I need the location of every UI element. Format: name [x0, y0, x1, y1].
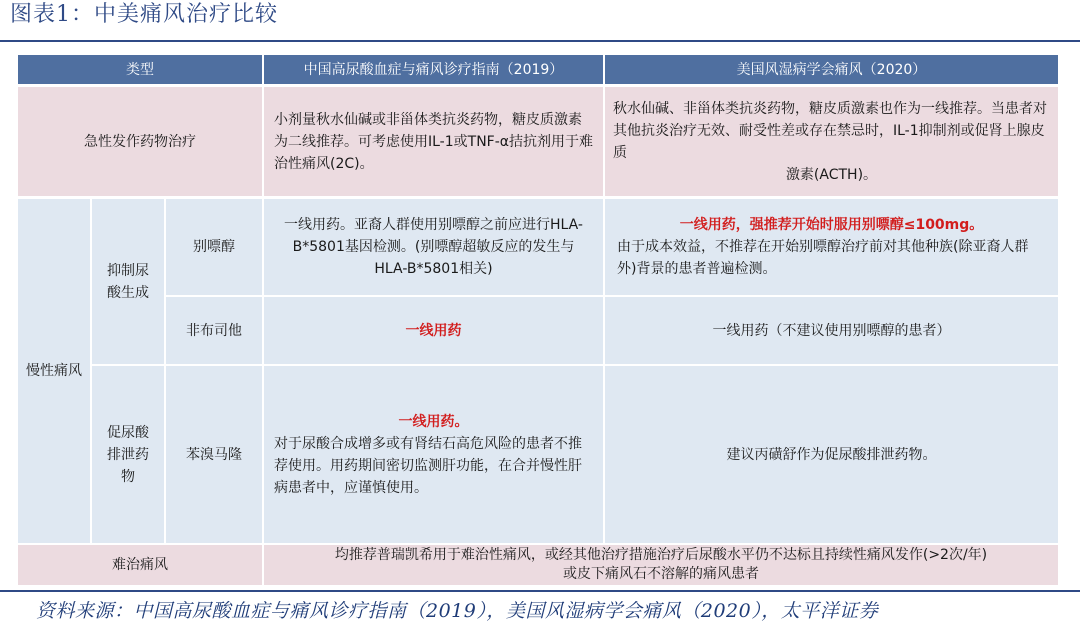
febuxostat-label: 非布司他 — [166, 297, 262, 364]
chronic-label: 慢性痛风 — [18, 199, 90, 543]
allopurinol-usa — [605, 199, 1058, 295]
acute-label: 急性发作药物治疗 — [18, 87, 262, 196]
acute-usa-line2: 激素(ACTH)。 — [785, 166, 878, 183]
febuxostat-usa: 一线用药（不建议使用别嘌醇的患者） — [605, 297, 1058, 364]
header-usa: 美国风湿病学会痛风（2020） — [605, 55, 1058, 84]
refractory-line1: 均推荐普瑞凯希用于难治性痛风，或经其他治疗措施治疗后尿酸水平仍不达标且持续性痛风发作(>2次/年) — [334, 547, 988, 563]
promote-label: 促尿酸排泄药物 — [92, 366, 164, 543]
refractory-label: 难治痛风 — [18, 545, 262, 585]
febuxostat-china: 一线用药 — [264, 297, 603, 364]
benzbromarone-label: 苯溴马隆 — [166, 366, 262, 543]
header-china: 中国高尿酸血症与痛风诊疗指南（2019） — [264, 55, 603, 84]
page-title: 图表1：中美痛风治疗比较 — [10, 2, 278, 27]
refractory-text — [264, 545, 1058, 585]
acute-china-text: 小剂量秋水仙碱或非甾体类抗炎药物，糖皮质激素为二线推荐。可考虑使用IL-1或TNF-α拮抗剂用于难治性痛风(2C)。 — [274, 111, 593, 172]
benzbromarone-usa: 建议丙磺舒作为促尿酸排泄药物。 — [605, 366, 1058, 543]
benzbromarone-china-text: 对于尿酸合成增多或有肾结石高危风险的患者不推荐使用。用药期间密切监测肝功能，在合并慢性肝病患者中，应谨慎使用。 — [274, 435, 582, 496]
acute-usa — [605, 87, 1058, 196]
allopurinol-label: 别嘌醇 — [166, 199, 262, 295]
footer-rule — [0, 590, 1080, 592]
allopurinol-usa-text: 由于成本效益，不推荐在开始别嘌醇治疗前对其他种族(除亚裔人群外)背景的患者普遍检测。 — [617, 239, 1029, 277]
header-type: 类型 — [18, 55, 262, 84]
source-note: 资料来源：中国高尿酸血症与痛风诊疗指南（2019），美国风湿病学会痛风（2020），太平洋证券 — [36, 600, 879, 622]
title-underline — [0, 40, 1080, 42]
inhibit-label: 抑制尿酸生成 — [92, 199, 164, 364]
allopurinol-china: 一线用药。亚裔人群使用别嘌醇之前应进行HLA-B*5801基因检测。(别嘌醇超敏反应的发生与HLA-B*5801相关) — [264, 199, 603, 295]
benzbromarone-china — [264, 366, 603, 543]
acute-china — [264, 87, 603, 196]
benzbromarone-china-emphasis: 一线用药。 — [398, 413, 469, 430]
allopurinol-usa-emphasis: 一线用药，强推荐开始时服用别嘌醇≤100mg。 — [679, 217, 984, 233]
acute-usa-line1: 秋水仙碱、非甾体类抗炎药物，糖皮质激素也作为一线推荐。当患者对其他抗炎治疗无效、耐受性差或存在禁忌时，IL-1抑制剂或促肾上腺皮质 — [613, 100, 1047, 161]
refractory-line2: 或皮下痛风石不溶解的痛风患者 — [563, 566, 759, 582]
